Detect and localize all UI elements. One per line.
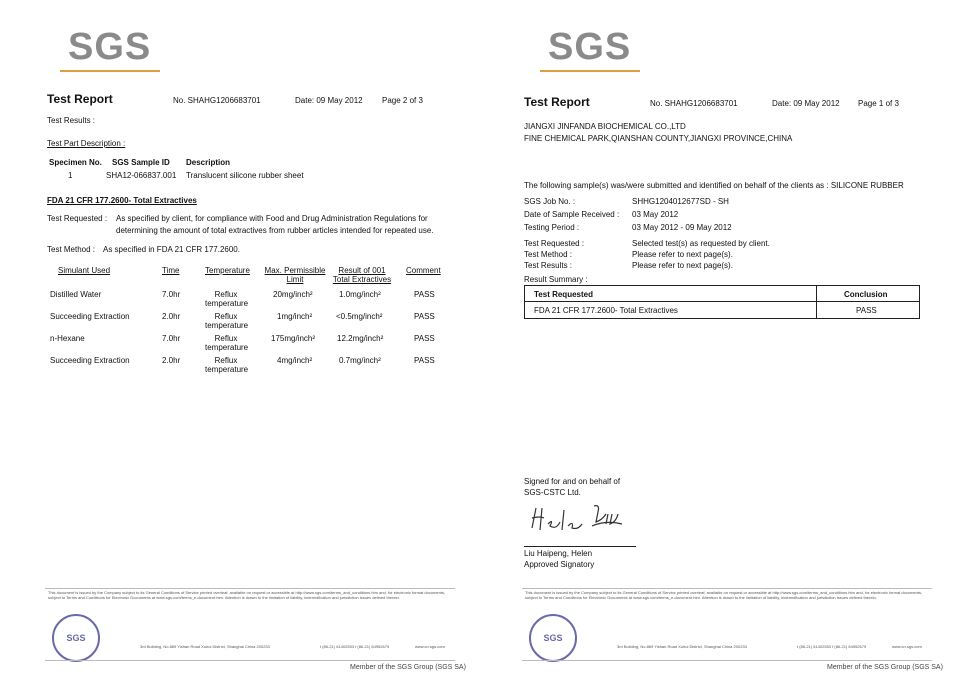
signer-title: Approved Signatory <box>524 560 595 569</box>
member-line: Member of the SGS Group (SGS SA) <box>350 664 466 671</box>
table-row-1-time: 7.0hr <box>162 290 181 299</box>
client-company: JIANGXI JINFANDA BIOCHEMICAL CO.,LTD <box>524 122 686 131</box>
table-row-4-time: 2.0hr <box>162 356 181 365</box>
page-number: Page 1 of 3 <box>858 99 899 108</box>
table-row-2-simulant: Succeeding Extraction <box>50 312 130 321</box>
table-row-1-temperature: Reflux temperature <box>205 290 249 308</box>
table-row-3-temperature: Reflux temperature <box>205 334 249 352</box>
test-results-label: Test Results : <box>47 116 96 125</box>
col-simulant: Simulant Used <box>58 266 111 275</box>
test-results-value: Please refer to next page(s). <box>632 261 733 270</box>
test-results-label: Test Results : <box>524 261 573 270</box>
report-title: Test Report <box>524 95 590 109</box>
test-method-label: Test Method : <box>47 245 96 254</box>
report-date: Date: 09 May 2012 <box>772 99 840 108</box>
test-method-text: As specified in FDA 21 CFR 177.2600. <box>103 245 240 254</box>
sgs-seal-icon: SGS <box>52 614 100 662</box>
col-result: Result of 001 Total Extractives <box>332 266 392 284</box>
table-row-2-time: 2.0hr <box>162 312 181 321</box>
testing-period-value: 03 May 2012 - 09 May 2012 <box>632 223 732 232</box>
signer-name: Liu Haipeng, Helen <box>524 549 593 558</box>
section-title: FDA 21 CFR 177.2600- Total Extractives <box>47 196 197 205</box>
result-summary-label: Result Summary : <box>524 275 588 284</box>
summary-row-conclusion: PASS <box>856 306 877 315</box>
footer-address: 3rd Building, No.889 Yishan Road Xuhui District, Shanghai China 200233 <box>617 644 747 649</box>
table-row-3-time: 7.0hr <box>162 334 181 343</box>
test-requested-label: Test Requested : <box>47 214 108 223</box>
table-row-4-limit: 4mg/inch² <box>277 356 313 365</box>
date-received-value: 03 May 2012 <box>632 210 679 219</box>
signature-line <box>524 546 636 547</box>
report-page-1 <box>480 0 960 677</box>
signed-for-line-1: Signed for and on behalf of <box>524 477 621 486</box>
table-row-4-temperature: Reflux temperature <box>205 356 249 374</box>
footer-tel: t (86-21) 61402553 f (86-21) 64952679 <box>320 644 390 649</box>
footer-fine-print: This document is issued by the Company subject to its General Conditions of Service printed overleaf, available on request or accessible at http://www.sgs.com/terms_and_conditions.htm and, for electronic format documents, subject to Terms and Conditions for Electronic Documents at www.sgs.com/terms_e-document.htm. Attention is drawn to the limitation of liability, indemnification and jurisdiction issues defined therein. <box>525 590 923 600</box>
footer-web: www.cn.sgs.com <box>415 644 445 649</box>
table-row-1-comment: PASS <box>414 290 435 299</box>
signed-for-line-2: SGS-CSTC Ltd. <box>524 488 581 497</box>
sample-id: SHA12-066837.001 <box>106 171 177 180</box>
table-row-4-comment: PASS <box>414 356 435 365</box>
test-requested-value: Selected test(s) as requested by client. <box>632 239 770 248</box>
job-no-label: SGS Job No. : <box>524 197 576 206</box>
col-temperature: Temperature <box>205 266 250 275</box>
job-no-value: SHHG1204012677SD - SH <box>632 197 729 206</box>
table-row-2-limit: 1mg/inch² <box>277 312 313 321</box>
table-row-3-result: 12.2mg/inch² <box>337 334 384 343</box>
page-number: Page 2 of 3 <box>382 96 423 105</box>
footer-web: www.cn.sgs.com <box>892 644 922 649</box>
footer-divider <box>45 588 455 589</box>
submitted-statement: The following sample(s) was/were submitted and identified on behalf of the clients as : SILICONE RUBBER <box>524 181 904 190</box>
description-header: Description <box>186 158 231 167</box>
report-number: No. SHAHG1206683701 <box>173 96 261 105</box>
col-max-limit: Max. Permissible Limit <box>264 266 326 284</box>
test-requested-label: Test Requested : <box>524 239 585 248</box>
date-received-label: Date of Sample Received : <box>524 210 620 219</box>
handwritten-signature <box>526 500 636 536</box>
client-address: FINE CHEMICAL PARK,QIANSHAN COUNTY,JIANGXI PROVINCE,CHINA <box>524 134 793 143</box>
member-line: Member of the SGS Group (SGS SA) <box>827 664 943 671</box>
footer-fine-print: This document is issued by the Company subject to its General Conditions of Service printed overleaf, available on request or accessible at http://www.sgs.com/terms_and_conditions.htm and, for electronic format documents, subject to Terms and Conditions for Electronic Documents at www.sgs.com/terms_e-document.htm. Attention is drawn to the limitation of liability, indemnification and jurisdiction issues defined therein. <box>48 590 446 600</box>
sgs-logo: SGS <box>540 30 630 70</box>
specimen-header: Specimen No. <box>49 158 102 167</box>
summary-header-test: Test Requested <box>534 290 593 299</box>
summary-row-test: FDA 21 CFR 177.2600- Total Extractives <box>534 306 678 315</box>
table-row-2-comment: PASS <box>414 312 435 321</box>
table-row-1-limit: 20mg/inch² <box>273 290 313 299</box>
footer-tel: t (86-21) 61402553 f (86-21) 64952679 <box>797 644 867 649</box>
col-comment: Comment <box>406 266 441 275</box>
table-row-2-result: <0.5mg/inch² <box>336 312 383 321</box>
footer-address: 3rd Building, No.889 Yishan Road Xuhui District, Shanghai China 200233 <box>140 644 270 649</box>
sample-id-header: SGS Sample ID <box>112 158 170 167</box>
report-date: Date: 09 May 2012 <box>295 96 363 105</box>
footer-divider <box>522 588 932 589</box>
test-method-label: Test Method : <box>524 250 573 259</box>
test-part-description-label: Test Part Description : <box>47 139 126 148</box>
table-row-3-comment: PASS <box>414 334 435 343</box>
report-number: No. SHAHG1206683701 <box>650 99 738 108</box>
table-row-1-simulant: Distilled Water <box>50 290 102 299</box>
table-row-3-limit: 175mg/inch² <box>271 334 316 343</box>
table-row-4-result: 0.7mg/inch² <box>339 356 381 365</box>
table-row-1-result: 1.0mg/inch² <box>339 290 381 299</box>
specimen-no: 1 <box>68 171 73 180</box>
sgs-seal-icon: SGS <box>529 614 577 662</box>
table-row-4-simulant: Succeeding Extraction <box>50 356 130 365</box>
table-row-3-simulant: n-Hexane <box>50 334 85 343</box>
test-requested-text-1: As specified by client, for compliance with Food and Drug Administration Regulations for <box>116 214 428 223</box>
summary-header-conclusion: Conclusion <box>844 290 888 299</box>
table-row-2-temperature: Reflux temperature <box>205 312 249 330</box>
sgs-logo: SGS <box>60 30 150 70</box>
col-time: Time <box>162 266 180 275</box>
test-requested-text-2: determining the amount of total extractives from rubber articles intended for repeated use. <box>116 226 434 235</box>
sample-description: Translucent silicone rubber sheet <box>186 171 304 180</box>
report-title: Test Report <box>47 92 113 106</box>
test-method-value: Please refer to next page(s). <box>632 250 733 259</box>
testing-period-label: Testing Period : <box>524 223 580 232</box>
